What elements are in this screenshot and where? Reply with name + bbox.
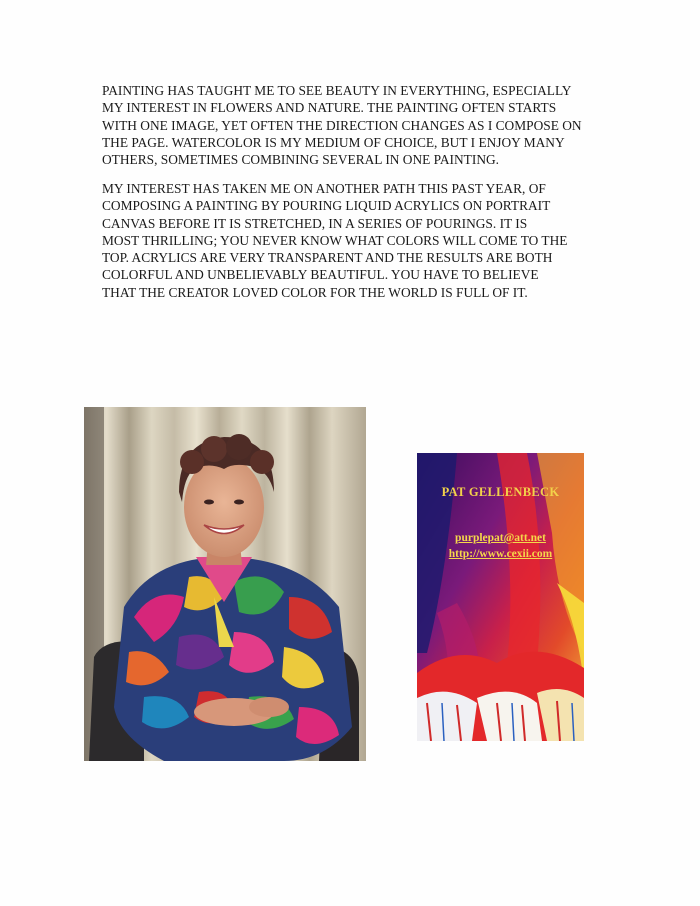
text-line: MY INTEREST HAS TAKEN ME ON ANOTHER PATH THIS PAST YEAR, OF [102,181,546,196]
text-line: MOST THRILLING; YOU NEVER KNOW WHAT COLORS WILL COME TO THE [102,232,568,248]
text-line: TOP. ACRYLICS ARE VERY TRANSPARENT AND THE RESULTS ARE BOTH [102,250,553,266]
text-line: PAINTING HAS TAUGHT ME TO SEE BEAUTY IN EVERYTHING, ESPECIALLY [102,83,572,98]
card-name: PAT GELLENBECK [441,485,560,499]
paragraph-painting-intro [102,82,602,168]
portrait-photo [84,407,366,761]
text-line: THAT THE CREATOR LOVED COLOR FOR THE WORLD IS FULL OF IT. [102,284,528,300]
text-line: THE PAGE. WATERCOLOR IS MY MEDIUM OF CHOICE, BUT I ENJOY MANY [102,134,565,150]
text-line: COLORFUL AND UNBELIEVABLY BEAUTIFUL. YOU HAVE TO BELIEVE [102,267,539,283]
card-website-link[interactable]: http://www.cexii.com [448,548,553,560]
text-line: CANVAS BEFORE IT IS STRETCHED, IN A SERIES OF POURINGS. IT IS [102,215,528,231]
paragraph-acrylic-pouring [102,180,602,301]
business-card [417,453,584,741]
text-line: WITH ONE IMAGE, YET OFTEN THE DIRECTION CHANGES AS I COMPOSE ON [102,117,582,133]
text-line: COMPOSING A PAINTING BY POURING LIQUID ACRYLICS ON PORTRAIT [102,198,551,214]
text-line: MY INTEREST IN FLOWERS AND NATURE. THE PAINTING OFTEN STARTS [102,100,557,116]
card-email-link[interactable]: purplepat@att.net [455,532,546,544]
text-line: OTHERS, SOMETIMES COMBINING SEVERAL IN ONE PAINTING. [102,152,500,168]
